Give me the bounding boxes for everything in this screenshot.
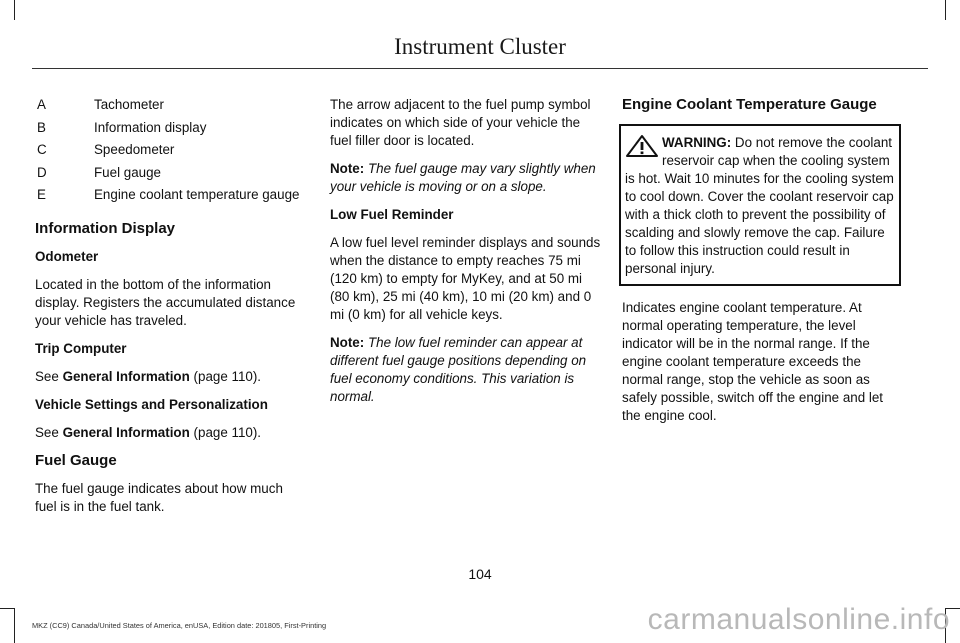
note-label: Note:: [330, 161, 365, 176]
fuel-gauge-heading: Fuel Gauge: [35, 452, 117, 469]
legend-letter: E: [37, 187, 46, 202]
see-text: See: [35, 425, 59, 440]
vehicle-settings-heading: Vehicle Settings and Personalization: [35, 397, 268, 412]
column-left: [35, 96, 305, 526]
vehicle-settings-reference: [35, 424, 305, 442]
trip-computer-heading: Trip Computer: [35, 341, 127, 356]
legend-row: [35, 119, 305, 137]
general-information-link[interactable]: General Information: [62, 425, 190, 440]
page-reference: (page 110).: [193, 425, 262, 440]
legend-row: [35, 164, 305, 182]
fuel-arrow-text: The arrow adjacent to the fuel pump symbol indicates on which side of your vehicle the fuel filler door is located.: [330, 97, 591, 148]
page-number: 104: [468, 566, 492, 582]
legend-label: Fuel gauge: [94, 164, 162, 180]
odometer-heading: Odometer: [35, 249, 99, 264]
legend-letter: D: [37, 164, 47, 180]
general-information-link[interactable]: General Information: [62, 369, 190, 384]
note-text: The low fuel reminder can appear at different fuel gauge positions depending on fuel economy conditions. This variation is normal.: [330, 335, 587, 404]
edition-footer: MKZ (CC9) Canada/United States of America, enUSA, Edition date: 201805, First-Printing: [32, 621, 327, 630]
column-middle: [330, 96, 602, 416]
trip-computer-reference: [35, 368, 305, 386]
warning-box: [619, 124, 901, 286]
low-fuel-reminder-text: A low fuel level reminder displays and sounds when the distance to empty reaches 75 mi (120 km) to empty for MyKey, and at 50 mi (80 km), 25 mi (40 km), 10 mi (20 km) and 0 mi (0 km) for all vehicle keys.: [330, 235, 601, 322]
legend-label: Engine coolant temperature gauge: [94, 187, 300, 202]
low-fuel-reminder-heading: Low Fuel Reminder: [330, 207, 454, 222]
note-label: Note:: [330, 335, 365, 350]
warning-text: Do not remove the coolant reservoir cap when the cooling system is hot. Wait 10 minutes for the cooling system to cool down. Cover the coolant reservoir cap with a thick cloth to prevent the possibility of scalding and slowly remove the cap. Failure to follow this instruction could result in personal injury.: [625, 135, 894, 276]
callout-legend: [35, 96, 305, 204]
odometer-text: Located in the bottom of the information display. Registers the accumulated distance your vehicle has traveled.: [35, 277, 296, 328]
warning-label: WARNING:: [662, 135, 732, 150]
legend-row: [35, 96, 305, 114]
page-header-title: Instrument Cluster: [394, 34, 566, 59]
info-display-heading: Information Display: [35, 220, 176, 237]
legend-label: Speedometer: [94, 142, 175, 157]
column-right: [622, 96, 898, 435]
watermark: carmanualsonline.info: [647, 603, 950, 636]
legend-letter: C: [37, 142, 47, 157]
page-reference: (page 110).: [193, 369, 262, 384]
crop-mark-top-left: [14, 0, 15, 20]
coolant-gauge-text: Indicates engine coolant temperature. At normal operating temperature, the level indicator will be in the normal range. If the engine coolant temperature exceeds the normal range, stop the vehicle as soon as safely possible, switch off the engine and let the engine cool.: [622, 300, 884, 423]
legend-label: Information display: [94, 119, 207, 135]
legend-label: Tachometer: [94, 97, 164, 112]
warning-triangle-icon: [625, 134, 659, 158]
legend-row: [35, 141, 305, 159]
note-text: The fuel gauge may vary slightly when your vehicle is moving or on a slope.: [330, 161, 596, 194]
legend-letter: B: [37, 119, 46, 135]
coolant-gauge-heading: Engine Coolant Temperature Gauge: [622, 96, 877, 113]
see-text: See: [35, 369, 59, 384]
fuel-gauge-text: The fuel gauge indicates about how much fuel is in the fuel tank.: [35, 481, 283, 514]
header-divider: [32, 68, 928, 69]
crop-mark-top-right: [945, 0, 946, 20]
crop-mark-bottom-left: [14, 608, 15, 643]
legend-row: [35, 186, 305, 204]
fuel-gauge-note: [330, 160, 602, 196]
legend-letter: A: [37, 97, 46, 112]
crop-mark-bottom-left-h: [0, 608, 14, 609]
low-fuel-note: [330, 334, 602, 406]
